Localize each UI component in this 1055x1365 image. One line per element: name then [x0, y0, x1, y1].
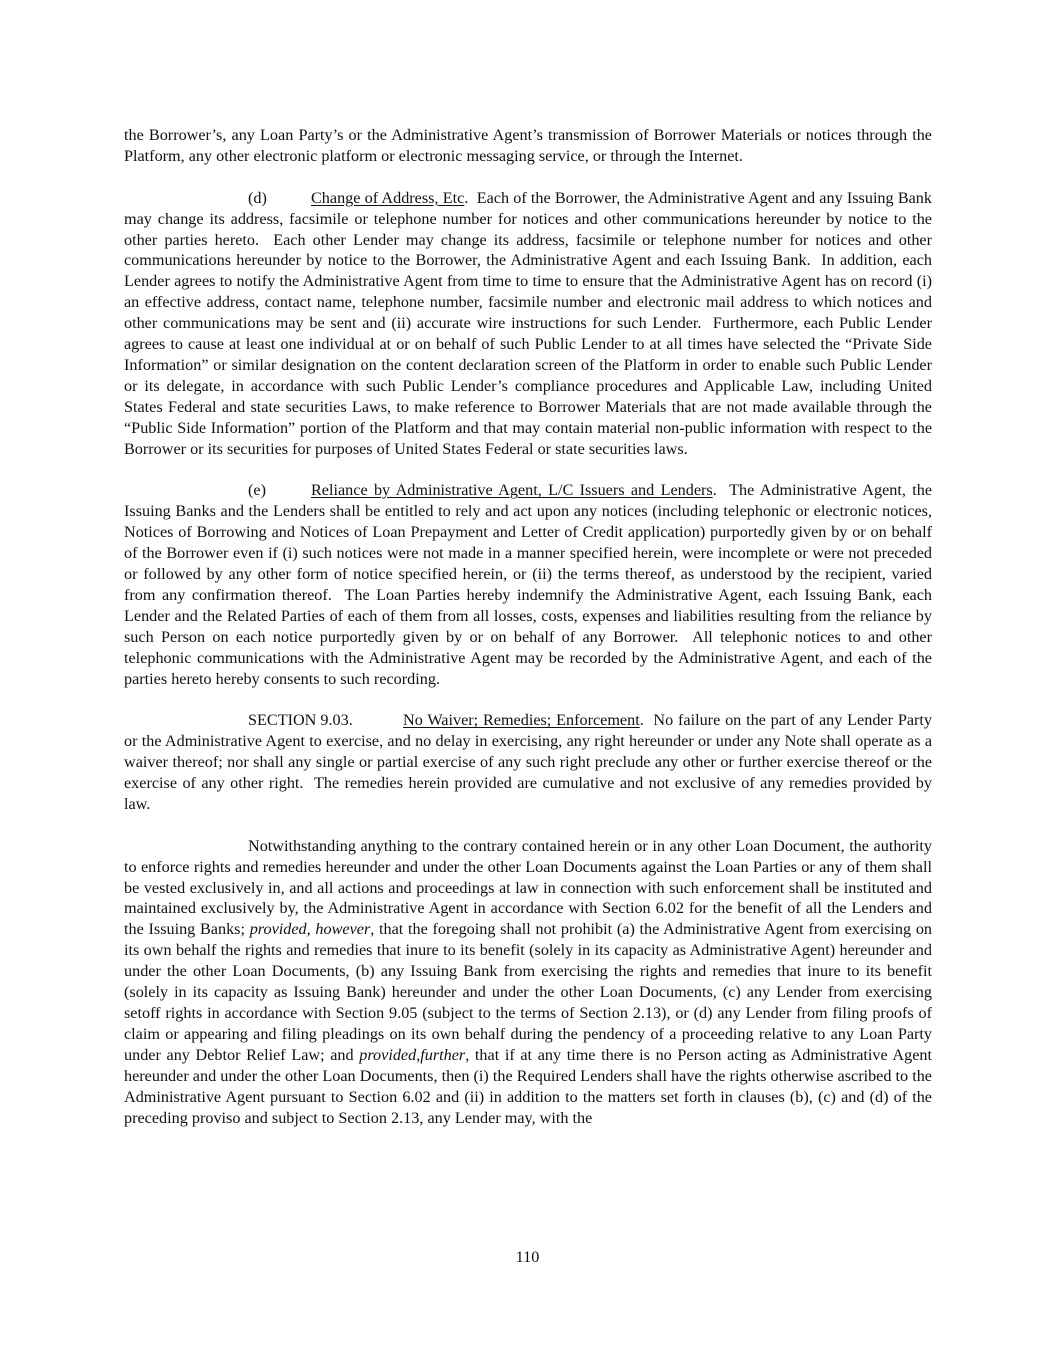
punctuation: ,	[416, 1045, 421, 1064]
paragraph-text: , that if at any time there is no Person acting as Administrative Agent hereunder and under the other Loan Documents, then (i) the Required Lenders shall have the rights otherwise ascribed to the Administrative Agent pursuant to Section 6.02 and (ii) in addition to the matters set forth in clauses (b), (c) and (d) of the preceding proviso and subject to Section 2.13, any Lender may, with the	[124, 1045, 937, 1127]
italic-proviso: further	[420, 1045, 466, 1064]
paragraph-section-9-03	[124, 710, 937, 815]
page-number: 110	[515, 1248, 540, 1266]
clause-heading-end: .	[712, 481, 717, 500]
italic-proviso: provided	[359, 1045, 417, 1064]
clause-label: (d)	[248, 188, 267, 207]
clause-heading-end: .	[464, 188, 469, 207]
clause-heading: Change of Address, Etc	[311, 188, 465, 207]
paragraph-notwithstanding	[124, 836, 937, 1129]
paragraph-text: No failure on the part of any Lender Party or the Administrative Agent to exercise, and no delay in exercising, any right hereunder or under any Note shall operate as a waiver thereof; nor shall any single or partial exercise of any such right preclude any other or further exercise thereof or the exercise of any other right. The remedies herein provided are cumulative and not exclusive of any remedies provided by law.	[124, 711, 937, 813]
section-heading-end: .	[639, 711, 644, 730]
paragraph-text: Each of the Borrower, the Administrative Agent and any Issuing Bank may change its address, facsimile or telephone number for notices and other communications hereunder by notice to the other parties hereto. Each other Lender may change its address, facsimile or telephone number for notices and other communications hereunder by notice to the Borrower, the Administrative Agent and each Issuing Bank. In addition, each Lender agrees to notify the Administrative Agent from time to time to ensure that the Administrative Agent has on record (i) an effective address, contact name, telephone number, facsimile number and electronic mail address to which notices and other communications may be sent and (ii) accurate wire instructions for such Lender. Furthermore, each Public Lender agrees to cause at least one individual at or on behalf of such Public Lender to at all times have selected the “Private Side Information” or similar designation on the content declaration screen of the Platform in order to enable such Public Lender or its delegate, in accordance with such Public Lender’s compliance procedures and Applicable Law, including United States Federal and state securities Laws, to make reference to Borrower Materials that are not made available through the “Public Side Information” portion of the Platform and that may contain material non-public information with respect to the Borrower or its securities for purposes of United States Federal or state securities laws.	[124, 188, 937, 458]
paragraph-text: the Borrower’s, any Loan Party’s or the Administrative Agent’s transmission of Borrower Materials or notices through the Platform, any other electronic platform or electronic messaging service, or through the Internet.	[124, 126, 932, 165]
italic-proviso: provided, however	[249, 920, 371, 939]
paragraph-text: The Administrative Agent, the Issuing Banks and the Lenders shall be entitled to rely and act upon any notices (including telephonic or electronic notices, Notices of Borrowing and Notices of Loan Prepayment and Letter of Credit application) purportedly given by or on behalf of the Borrower even if (i) such notices were not made in a manner specified herein, were incomplete or were not preceded or followed by any other form of notice specified herein, or (ii) the terms thereof, as understood by the recipient, varied from any confirmation thereof. The Loan Parties hereby indemnify the Administrative Agent, each Issuing Bank, each Lender and the Related Parties of each of them from all losses, costs, expenses and liabilities resulting from the reliance by such Person on each notice purportedly given by or on behalf of any Borrower. All telephonic notices to and other telephonic communications with the Administrative Agent may be recorded by the Administrative Agent, and each of the parties hereto hereby consents to such recording.	[124, 481, 937, 688]
clause-label: (e)	[248, 481, 266, 500]
paragraph-change-of-address	[124, 188, 937, 460]
paragraph-reliance	[124, 480, 937, 689]
paragraph-text: Notwithstanding anything to the contrary contained herein or in any other Loan Document, the authority to enforce rights and remedies hereunder and under the other Loan Documents against the Loan Parties or any of them shall be vested exclusively in, and all actions and proceedings at law in connection with such enforcement shall be instituted and maintained exclusively by, the Administrative Agent in accordance with Section 6.02 for the benefit of all the Lenders and the Issuing Banks;	[124, 836, 937, 939]
section-label: SECTION 9.03.	[248, 711, 353, 730]
clause-heading: Reliance by Administrative Agent, L/C Issuers and Lenders	[311, 481, 713, 500]
paragraph-continuation	[124, 125, 932, 167]
paragraph-text: , that the foregoing shall not prohibit (a) the Administrative Agent from exercising on its own behalf the rights and remedies that inure to its benefit (solely in its capacity as Administrative Agent) hereunder and under the other Loan Documents, (b) any Issuing Bank from exercising the rights and remedies that inure to its benefit (solely in its capacity as Issuing Bank) hereunder and under the other Loan Documents, (c) any Lender from exercising setoff rights in accordance with Section 9.05 (subject to the terms of Section 2.13), or (d) any Lender from filing proofs of claim or appearing and filing pleadings on its own behalf during the pendency of a proceeding relative to any Loan Party under any Debtor Relief Law; and	[124, 920, 937, 1064]
document-page	[124, 125, 937, 1149]
section-heading: No Waiver; Remedies; Enforcement	[403, 711, 640, 730]
